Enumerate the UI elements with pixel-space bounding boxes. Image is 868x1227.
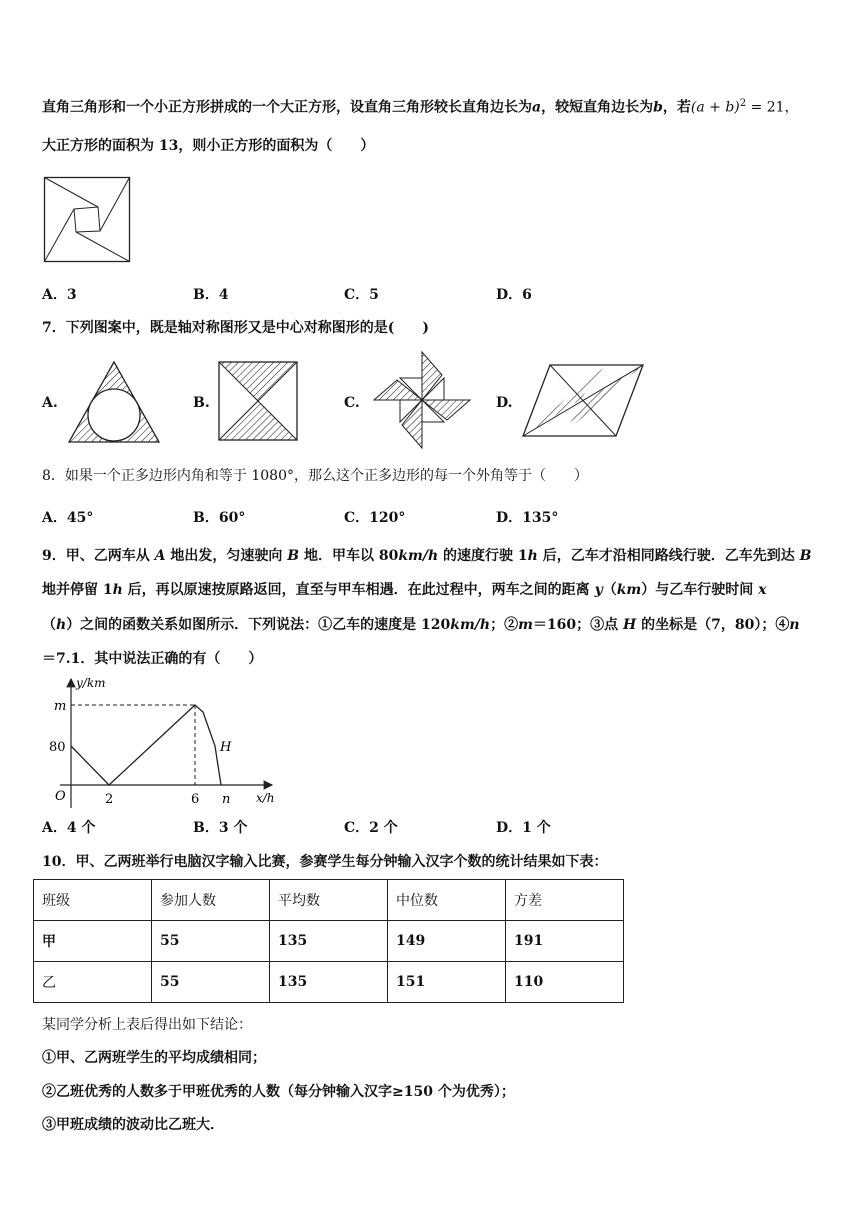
q9-stem-line2: 地并停留 1h 后，再以原速按原路返回，直至与甲车相遇．在此过程中，两车之间的距离 y（km）与乙车行驶时间 x — [42, 582, 767, 598]
q6-option-d[interactable]: D．6 — [496, 287, 532, 303]
hatched-parallelogram-figure — [522, 364, 644, 438]
x-axis-label: x/h — [256, 791, 275, 805]
table-cell: 191 — [506, 921, 624, 962]
table-cell: 110 — [506, 962, 624, 1003]
q10-conclusion-2: ②乙班优秀的人数多于甲班优秀的人数（每分钟输入汉字≥150 个为优秀）； — [42, 1084, 515, 1100]
q7-option-c[interactable]: C. — [344, 395, 360, 411]
q9-stem-line4: ＝7.1．其中说法正确的有（ ） — [42, 651, 263, 667]
q9-option-b[interactable]: B．3 个 — [193, 820, 248, 836]
formula: (a + b) — [690, 99, 740, 116]
q8-option-a[interactable]: A．45° — [42, 510, 94, 526]
q6-option-c[interactable]: C．5 — [344, 287, 379, 303]
x-tick-2: 2 — [105, 792, 114, 807]
q7-option-b[interactable]: B. — [193, 395, 210, 411]
table-header: 班级 — [34, 880, 152, 921]
table-header: 参加人数 — [152, 880, 270, 921]
table-header: 平均数 — [270, 880, 388, 921]
q7-stem: 7．下列图案中，既是轴对称图形又是中心对称图形的是( ) — [42, 320, 429, 336]
hatched-triangle-circle-figure — [67, 360, 161, 444]
table-cell: 135 — [270, 921, 388, 962]
table-cell: 149 — [388, 921, 506, 962]
q10-conclusion-3: ③甲班成绩的波动比乙班大． — [42, 1117, 224, 1133]
q10-analysis-intro: 某同学分析上表后得出如下结论： — [42, 1017, 252, 1033]
table-header: 中位数 — [388, 880, 506, 921]
table-cell: 151 — [388, 962, 506, 1003]
q9-option-c[interactable]: C．2 个 — [344, 820, 398, 836]
table-row — [34, 921, 624, 962]
q10-stem: 10．甲、乙两班举行电脑汉字输入比赛，参赛学生每分钟输入汉字个数的统计结果如下表： — [42, 854, 608, 870]
table-cell: 55 — [152, 962, 270, 1003]
q6-stem-line1: 直角三角形和一个小正方形拼成的一个大正方形，设直角三角形较长直角边长为a，较短直角边长为b，若$(a + b)^2 = 21$， — [42, 98, 799, 116]
q7-option-d[interactable]: D. — [496, 395, 513, 411]
y-axis-label: y/km — [76, 676, 106, 690]
table-cell: 甲 — [34, 921, 152, 962]
y-tick-m: m — [54, 699, 67, 714]
point-h-label: H — [220, 740, 232, 755]
hatched-square-diagonals-figure — [218, 361, 298, 441]
q6-stem-line2: 大正方形的面积为 13，则小正方形的面积为（ ） — [42, 138, 375, 154]
q8-option-b[interactable]: B．60° — [193, 510, 246, 526]
x-tick-n: n — [222, 792, 231, 807]
q9-stem-line1: 9．甲、乙两车从 A 地出发，匀速驶向 B 地．甲车以 80km/h 的速度行驶 1h 后，乙车才沿相同路线行驶．乙车先到达 B — [42, 548, 812, 564]
distance-curve — [71, 705, 221, 785]
q10-conclusion-1: ①甲、乙两班学生的平均成绩相同； — [42, 1050, 266, 1066]
stats-table — [33, 879, 624, 1003]
q8-option-c[interactable]: C．120° — [344, 510, 406, 526]
origin-label: O — [55, 789, 66, 804]
table-header: 方差 — [506, 880, 624, 921]
table-cell: 135 — [270, 962, 388, 1003]
q6-option-a[interactable]: A．3 — [42, 287, 77, 303]
table-header-row — [34, 880, 624, 921]
q9-option-a[interactable]: A．4 个 — [42, 820, 96, 836]
table-cell: 55 — [152, 921, 270, 962]
q7-option-a[interactable]: A. — [42, 395, 58, 411]
q9-stem-line3: （h）之间的函数关系如图所示．下列说法：①乙车的速度是 120km/h；②m＝160；③点 H 的坐标是（7，80）；④n — [42, 617, 800, 633]
table-cell: 乙 — [34, 962, 152, 1003]
windmill-figure — [372, 350, 472, 450]
q8-option-d[interactable]: D．135° — [496, 510, 559, 526]
pinwheel-square-figure — [44, 177, 131, 263]
q8-stem: 8．如果一个正多边形内角和等于 1080°，那么这个正多边形的每一个外角等于（ ） — [42, 468, 588, 484]
q9-option-d[interactable]: D．1 个 — [496, 820, 551, 836]
x-tick-6: 6 — [191, 792, 200, 807]
distance-time-graph — [40, 673, 285, 813]
q6-option-b[interactable]: B．4 — [193, 287, 229, 303]
table-row — [34, 962, 624, 1003]
y-tick-80: 80 — [49, 740, 66, 755]
